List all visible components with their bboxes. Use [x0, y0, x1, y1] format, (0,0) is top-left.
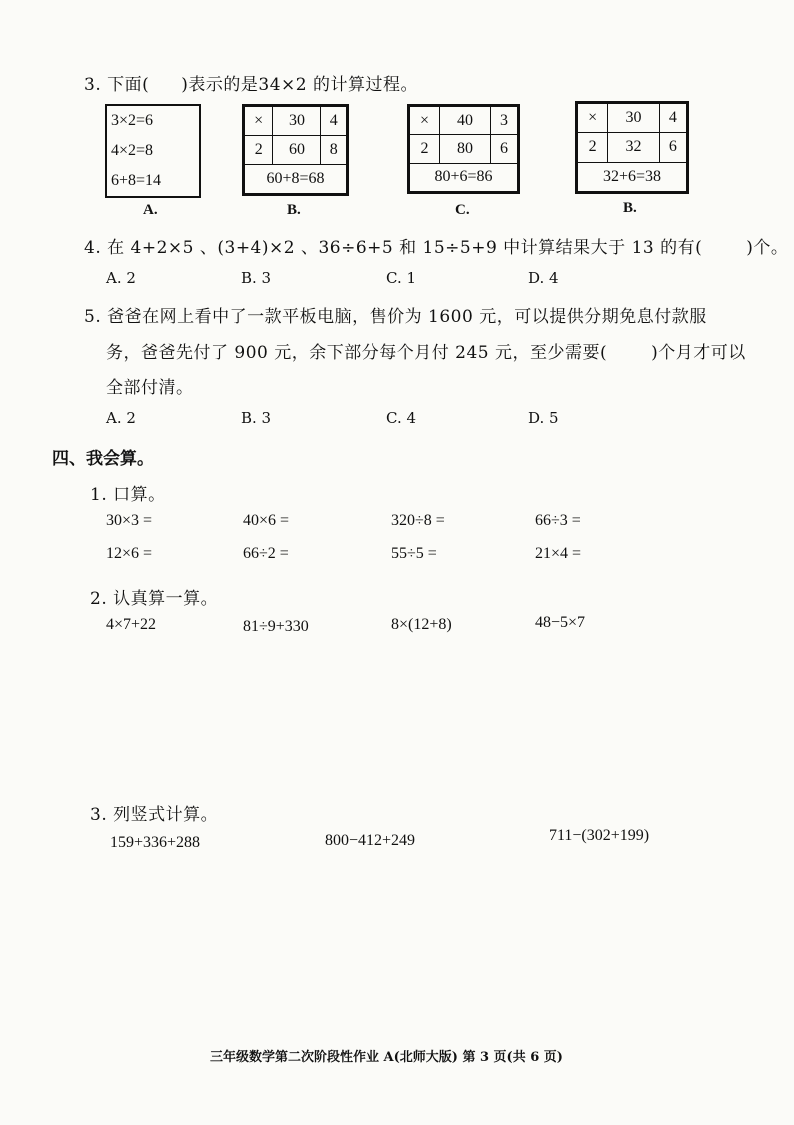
q3-option-b-box — [242, 104, 349, 196]
q3-a-line-2: 4×2=8 — [111, 142, 154, 159]
q5-option-a[interactable]: A. 2 — [106, 409, 136, 427]
mental-calc-item[interactable]: 55÷5 = — [391, 545, 437, 562]
q3-option-b-caption: B. — [287, 202, 301, 218]
q3-option-a-caption: A. — [143, 202, 158, 218]
q5-stem-line-1: 5. 爸爸在网上看中了一款平板电脑，售价为 1600 元，可以提供分期免息付款服 — [84, 307, 707, 327]
mental-calc-item[interactable]: 40×6 = — [243, 512, 290, 529]
q3-option-c-box — [407, 104, 520, 194]
q5-stem-line-2-prefix: 务，爸爸先付了 900 元，余下部分每个月付 245 元，至少需要( — [106, 343, 608, 363]
q3-option-d-box — [575, 101, 689, 194]
grid-cell: 80 — [440, 135, 491, 163]
section-4-sub3-title: 3. 列竖式计算。 — [90, 805, 219, 825]
grid-cell: 30 — [608, 104, 659, 133]
mental-calc-item[interactable]: 66÷2 = — [243, 545, 289, 562]
grid-sum: 60+8=68 — [245, 165, 347, 194]
q5-option-b[interactable]: B. 3 — [241, 409, 272, 427]
grid-sum: 80+6=86 — [410, 163, 518, 191]
grid-cell: 2 — [578, 133, 608, 162]
q3-stem-suffix: )表示的是34×2 的计算过程。 — [181, 75, 418, 95]
q5-stem-line-2 — [106, 338, 746, 363]
vertical-calc-item[interactable]: 800−412+249 — [325, 832, 416, 849]
grid-cell: 8 — [321, 136, 347, 165]
grid-cell: 60 — [273, 136, 321, 165]
vertical-calc-item[interactable]: 159+336+288 — [110, 834, 201, 851]
q3-a-line-1: 3×2=6 — [111, 112, 154, 129]
q5-option-c[interactable]: C. 4 — [386, 409, 417, 427]
vertical-calc-item[interactable]: 711−(302+199) — [549, 827, 650, 844]
q3-option-c-caption: C. — [455, 202, 470, 218]
grid-cell: 32 — [608, 133, 659, 162]
mental-calc-item[interactable]: 66÷3 = — [535, 512, 581, 529]
grid-cell: 4 — [321, 107, 347, 136]
q3-stem — [84, 70, 418, 95]
grid-cell: 6 — [490, 135, 517, 163]
section-4-title: 四、我会算。 — [52, 449, 154, 469]
mental-calc-item[interactable]: 21×4 = — [535, 545, 582, 562]
careful-calc-item[interactable]: 4×7+22 — [106, 616, 157, 633]
grid-cell: 3 — [490, 107, 517, 135]
q4-option-a[interactable]: A. 2 — [106, 269, 136, 287]
q4-option-c[interactable]: C. 1 — [386, 269, 417, 287]
q3-stem-prefix: 3. 下面( — [84, 75, 150, 95]
q5-stem-line-3: 全部付清。 — [106, 378, 194, 398]
q4-stem-prefix: 4. 在 4+2×5 、(3+4)×2 、36÷6+5 和 15÷5+9 中计算结果大于 13 的有( — [84, 238, 703, 258]
mental-calc-item[interactable]: 12×6 = — [106, 545, 153, 562]
q3-option-a-box — [105, 104, 201, 198]
careful-calc-item[interactable]: 8×(12+8) — [391, 616, 452, 633]
grid-cell: 40 — [440, 107, 491, 135]
q4-stem-suffix: )个。 — [746, 238, 789, 258]
q4-option-d[interactable]: D. 4 — [528, 269, 559, 287]
mental-calc-item[interactable]: 30×3 = — [106, 512, 153, 529]
q5-stem-line-2-suffix: )个月才可以 — [651, 343, 746, 363]
section-4-sub2-title: 2. 认真算一算。 — [90, 589, 219, 609]
grid-cell: × — [578, 104, 608, 133]
section-4-sub1-title: 1. 口算。 — [90, 485, 166, 505]
careful-calc-item[interactable]: 48−5×7 — [535, 614, 586, 631]
careful-calc-item[interactable]: 81÷9+330 — [243, 618, 309, 635]
q4-option-b[interactable]: B. 3 — [241, 269, 272, 287]
grid-cell: × — [245, 107, 273, 136]
q3-a-line-3: 6+8=14 — [111, 172, 162, 189]
grid-cell: 6 — [659, 133, 686, 162]
grid-sum: 32+6=38 — [578, 162, 687, 191]
page-footer: 三年级数学第二次阶段性作业 A(北师大版) 第 3 页(共 6 页) — [210, 1050, 563, 1065]
q3-option-d-caption: B. — [623, 200, 637, 216]
grid-cell: 30 — [273, 107, 321, 136]
grid-cell: 2 — [245, 136, 273, 165]
q4-stem — [84, 233, 788, 258]
grid-cell: × — [410, 107, 440, 135]
q5-option-d[interactable]: D. 5 — [528, 409, 559, 427]
grid-cell: 4 — [659, 104, 686, 133]
mental-calc-item[interactable]: 320÷8 = — [391, 512, 445, 529]
grid-cell: 2 — [410, 135, 440, 163]
